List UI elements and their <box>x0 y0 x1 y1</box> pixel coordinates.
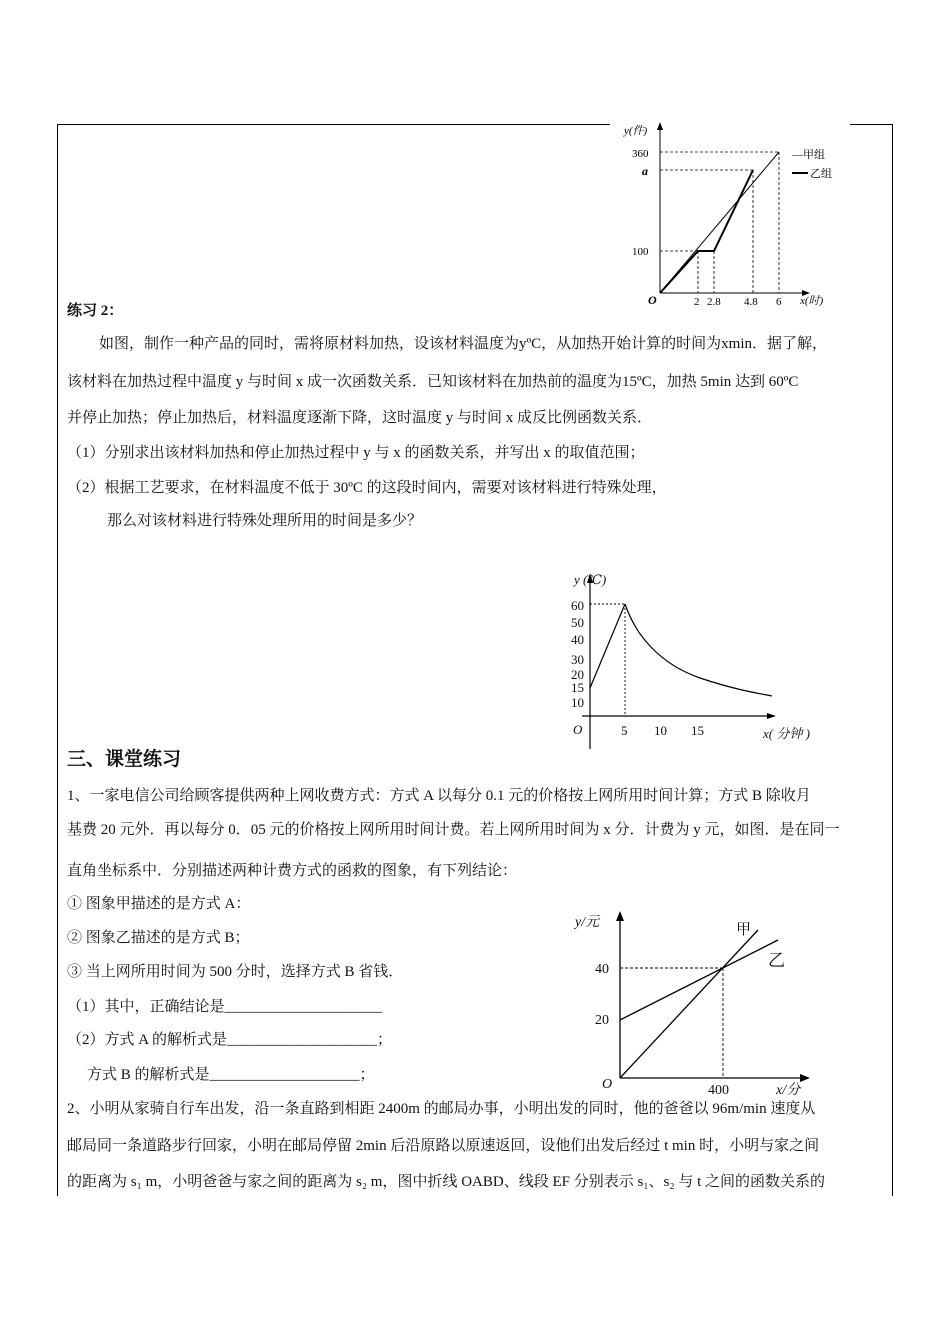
conclusion-1: ① 图象甲描述的是方式 A： <box>67 896 251 912</box>
fig3-line-yi <box>620 940 778 1020</box>
fill-blank-2: （2）方式 A 的解析式是____________________； <box>67 1032 393 1048</box>
exercise-2-para-3: 并停止加热；停止加热后，材料温度逐渐下降，这时温度 y 与时间 x 成反比例函数关系． <box>67 410 653 426</box>
fig2-heating-line <box>590 604 625 688</box>
fig3-label-yi: 乙 <box>768 951 785 970</box>
fig2-ytick-30: 30 <box>571 652 584 667</box>
fig2-ytick-60: 60 <box>571 598 584 613</box>
fig3-y-label: y/元 <box>575 915 600 930</box>
fig1-origin: O <box>648 293 657 307</box>
fig2-y-label: y (℃) <box>574 572 607 587</box>
fig2-ytick-50: 50 <box>571 615 584 630</box>
fig2-ytick-40: 40 <box>571 632 584 647</box>
fig2-x-label: x( 分钟 ) <box>763 726 810 741</box>
problem-1-line-2: 基费 20 元外．再以每分 0．05 元的价格按上网所用时间计费。若上网所用时间为 x 分．计费为 y 元，如图．是在同一 <box>67 822 840 838</box>
billing-chart <box>570 908 820 1098</box>
fill-blank-3: 方式 B 的解析式是____________________； <box>87 1067 375 1083</box>
fig1-xtick-6: 6 <box>776 296 782 308</box>
problem-2-line-2: 邮局同一条道路步行回家，小明在邮局停留 2min 后沿原路以原速返回，设他们出发后经过 t min 时，小明与家之间 <box>67 1138 820 1154</box>
fig3-line-jia <box>620 930 758 1078</box>
fig3-origin: O <box>602 1077 613 1092</box>
fig1-xtick-2: 2 <box>694 296 700 308</box>
production-chart <box>610 118 850 313</box>
problem-2-line-1: 2、小明从家骑自行车出发，沿一条直路到相距 2400m 的邮局办事，小明出发的同时，他的爸爸以 96m/min 速度从 <box>67 1101 816 1117</box>
fig2-xtick-15: 15 <box>691 723 704 738</box>
fig2-ytick-20: 20 <box>571 667 584 682</box>
fig1-legend-jia: —甲组 <box>792 149 825 161</box>
exercise-2-para-2: 该材料在加热过程中温度 y 与时间 x 成一次函数关系．已知该材料在加热前的温度为15ºC，加热 5min 达到 60ºC <box>67 374 799 390</box>
fig2-xtick-10: 10 <box>654 723 667 738</box>
section-3-heading: 三、课堂练习 <box>67 749 182 770</box>
problem-2-line-3: 的距离为 s₁ m，小明爸爸与家之间的距离为 s₂ m，图中折线 OABD、线段 EF 分别表示 s₁、s₂ 与 t 之间的函数关系的 <box>67 1174 826 1190</box>
fig1-y-label: y(件) <box>624 125 648 137</box>
fig3-xtick-400: 400 <box>708 1083 729 1098</box>
exercise-2-question-2-cont: 那么对该材料进行特殊处理所用的时间是多少？ <box>107 513 423 529</box>
conclusion-3: ③ 当上网所用时间为 500 分时，选择方式 B 省钱． <box>67 964 404 980</box>
fig2-xtick-5: 5 <box>621 723 628 738</box>
fig1-xtick-2-8: 2.8 <box>707 296 721 308</box>
fig1-ytick-a: a <box>642 164 648 178</box>
fig2-ytick-15: 15 <box>571 680 584 695</box>
fig2-cooling-curve <box>625 604 772 696</box>
problem-1-line-3: 直角坐标系中．分别描述两种计费方式的函救的图象，有下列结论： <box>67 863 518 879</box>
fig3-ytick-40: 40 <box>595 962 609 977</box>
conclusion-2: ② 图象乙描述的是方式 B； <box>67 930 250 946</box>
fig1-x-label: x(时) <box>800 295 824 307</box>
fig3-label-jia: 甲 <box>736 922 752 938</box>
fig1-ytick-360: 360 <box>632 148 649 160</box>
fig1-legend-yi: 乙组 <box>810 168 832 180</box>
exercise-2-question-1: （1）分别求出该材料加热和停止加热过程中 y 与 x 的函数关系，并写出 x 的取值范围； <box>67 445 645 461</box>
temperature-chart <box>560 568 845 753</box>
fig1-xtick-4-8: 4.8 <box>744 296 758 308</box>
fig1-line-yi <box>660 170 753 293</box>
exercise-2-question-2: （2）根据工艺要求，在材料温度不低于 30ºC 的这段时间内，需要对该材料进行特殊处理， <box>67 480 667 496</box>
problem-1-line-1: 1、一家电信公司给顾客提供两种上网收费方式：方式 A 以每分 0.1 元的价格按上网所用时间计算；方式 B 除收月 <box>67 788 811 804</box>
fig2-ytick-10: 10 <box>571 695 584 710</box>
fig3-x-label: x/分 <box>776 1083 801 1098</box>
fig3-ytick-20: 20 <box>595 1013 609 1028</box>
exercise-2-para-1: 如图，制作一种产品的同时，需将原材料加热，设该材料温度为yºC，从加热开始计算的时间为xmin．据了解， <box>99 336 827 352</box>
fig2-origin: O <box>573 722 583 737</box>
exercise-2-title: 练习 2： <box>67 303 124 319</box>
fig1-ytick-100: 100 <box>632 246 649 258</box>
fill-blank-1: （1）其中，正确结论是_____________________ <box>67 999 383 1015</box>
